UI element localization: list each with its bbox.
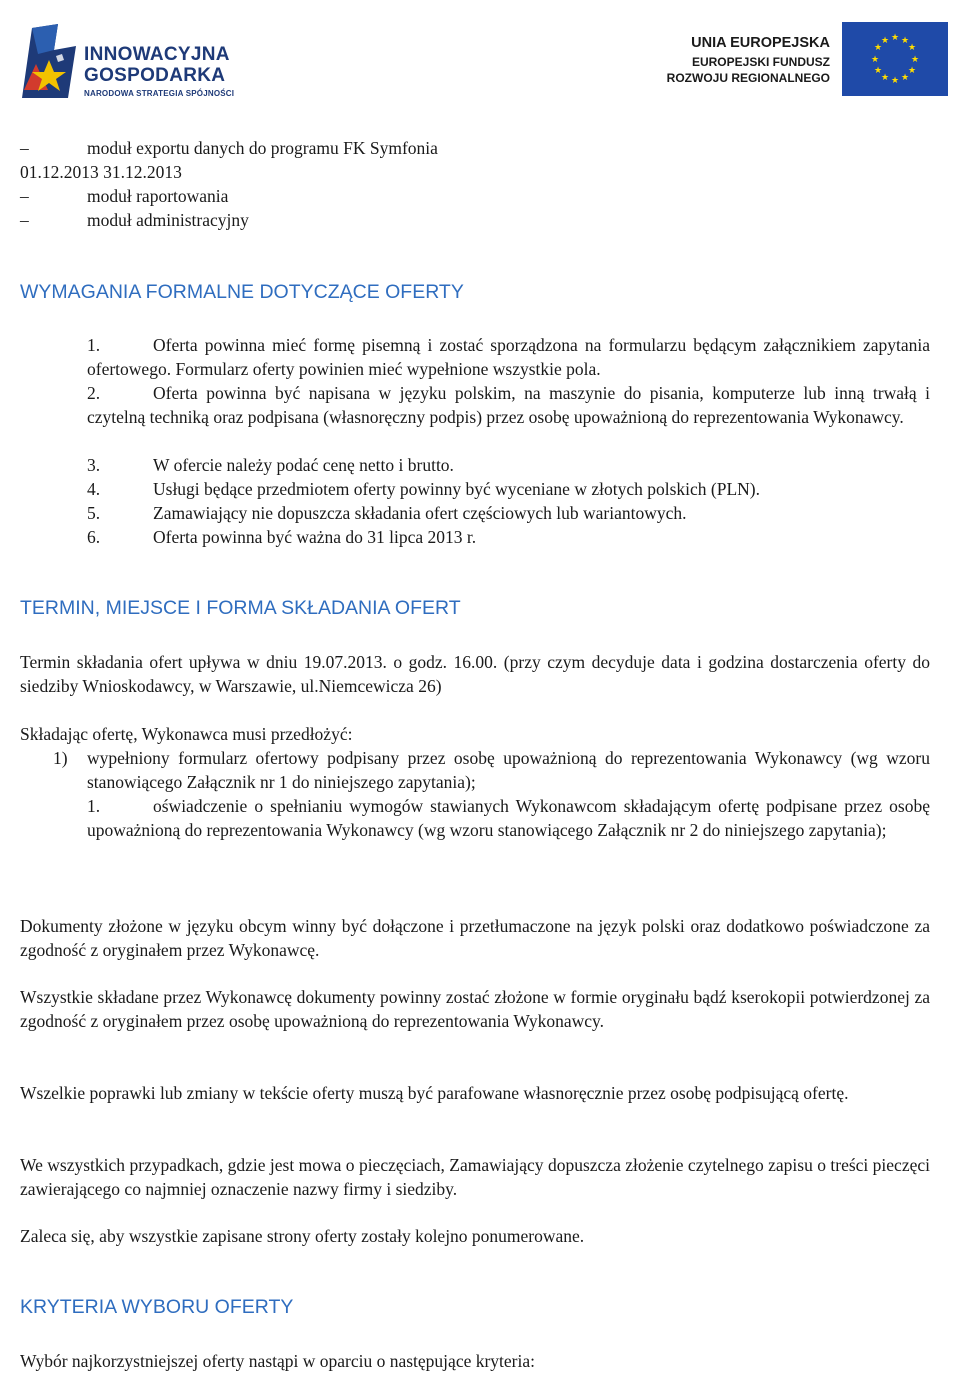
left-logo-line1: INNOWACYJNA	[84, 44, 230, 65]
left-logo-line3: NARODOWA STRATEGIA SPÓJNOŚCI	[84, 89, 235, 98]
criteria-intro: Wybór najkorzystniejszej oferty nastąpi w oparciu o następujące kryteria:	[20, 1351, 536, 1371]
eu-flag-icon	[842, 22, 948, 96]
requirement-item: W ofercie należy podać cenę netto i brutto.	[153, 455, 454, 475]
requirement-item: Oferta powinna być napisana w języku polskim, na maszynie do pisania, komputerze lub inną trwałą i czytelną techniką oraz podpisana (własnoręczny podpis) przez osobę upoważnioną do reprezentowania Wykonawcy.	[87, 383, 930, 427]
item-number: 6.	[87, 527, 101, 547]
right-logo-line3: ROZWOJU REGIONALNEGO	[666, 71, 830, 85]
item-number: 4.	[87, 479, 101, 499]
svg-text:★: ★	[900, 73, 910, 83]
left-logo-line2: GOSPODARKA	[84, 65, 226, 86]
right-logo-line2: EUROPEJSKI FUNDUSZ	[691, 55, 830, 69]
item-number: 3.	[87, 455, 101, 475]
submit-intro: Składając ofertę, Wykonawca musi przedłożyć:	[20, 724, 353, 744]
svg-text:★: ★	[880, 73, 890, 83]
list-dash: –	[20, 186, 29, 206]
svg-text:★: ★	[900, 36, 910, 46]
svg-text:★: ★	[907, 43, 917, 53]
item-number: 2.	[87, 383, 101, 403]
item-number: 1.	[87, 796, 101, 816]
svg-text:★: ★	[910, 55, 920, 65]
section-heading-deadline: TERMIN, MIEJSCE I FORMA SKŁADANIA OFERT	[20, 597, 461, 619]
svg-text:★: ★	[870, 55, 880, 65]
paragraph: Wszystkie składane przez Wykonawcę dokumenty powinny zostać złożone w formie oryginału bądź kserokopii potwierdzonej za zgodność z oryginałem przez osobę upoważnioną do reprezentowania Wykonawcy.	[20, 987, 930, 1031]
requirement-item: Oferta powinna mieć formę pisemną i zostać sporządzona na formularzu będącym załącznikiem zapytania ofertowego. Formularz oferty powinien mieć wypełnione wszystkie pola.	[87, 335, 930, 379]
innowacyjna-gospodarka-logo	[18, 20, 258, 102]
svg-text:★: ★	[873, 66, 883, 76]
section-heading-selection-criteria: KRYTERIA WYBORU OFERTY	[20, 1296, 294, 1318]
requirement-item: Usługi będące przedmiotem oferty powinny być wyceniane w złotych polskich (PLN).	[153, 479, 760, 499]
requirement-item: Zamawiający nie dopuszcza składania ofert częściowych lub wariantowych.	[153, 503, 687, 523]
svg-text:★: ★	[880, 36, 890, 46]
list-item: 01.12.2013 31.12.2013	[20, 162, 182, 182]
list-dash: –	[20, 138, 29, 158]
list-item: moduł raportowania	[87, 186, 229, 206]
paragraph: Zaleca się, aby wszystkie zapisane strony oferty zostały kolejno ponumerowane.	[20, 1226, 585, 1246]
list-dash: –	[20, 210, 29, 230]
svg-text:★: ★	[873, 43, 883, 53]
eu-fund-logo	[652, 22, 948, 98]
svg-text:★: ★	[890, 33, 900, 43]
paragraph: Wszelkie poprawki lub zmiany w tekście oferty muszą być parafowane własnoręcznie przez osobę podpisującą ofertę.	[20, 1083, 849, 1103]
right-logo-line1: UNIA EUROPEJSKA	[691, 35, 830, 51]
item-number: 1.	[87, 335, 101, 355]
list-item: moduł exportu danych do programu FK Symfonia	[87, 138, 438, 158]
list-item: moduł administracyjny	[87, 210, 249, 230]
requirement-item: Oferta powinna być ważna do 31 lipca 2013 r.	[153, 527, 477, 547]
flag-star-icon	[18, 20, 82, 102]
submit-item: wypełniony formularz ofertowy podpisany przez osobę upoważnioną do reprezentowania Wykonawcy (wg wzoru stanowiącego Załącznik nr 1 do niniejszego zapytania);	[87, 748, 930, 792]
submit-item: oświadczenie o spełnianiu wymogów stawianych Wykonawcom składającym ofertę podpisane przez osobę upoważnioną do reprezentowania Wykonawcy (wg wzoru stanowiącego Załącznik nr 2 do niniejszego zapytania);	[87, 796, 930, 840]
paragraph: Dokumenty złożone w języku obcym winny być dołączone i przetłumaczone na język polski oraz dodatkowo poświadczone za zgodność z oryginałem przez Wykonawcę.	[20, 916, 930, 960]
svg-text:★: ★	[907, 66, 917, 76]
item-number: 1)	[53, 748, 68, 768]
item-number: 5.	[87, 503, 101, 523]
paragraph: We wszystkich przypadkach, gdzie jest mowa o pieczęciach, Zamawiający dopuszcza złożenie czytelnego zapisu o treści pieczęci zawierającego co najmniej oznaczenie nazwy firmy i siedziby.	[20, 1155, 930, 1199]
deadline-paragraph: Termin składania ofert upływa w dniu 19.07.2013. o godz. 16.00. (przy czym decyduje data i godzina dostarczenia oferty do siedziby Wnioskodawcy, w Warszawie, ul.Niemcewicza 26)	[20, 652, 930, 696]
svg-text:★: ★	[890, 76, 900, 86]
section-heading-formal-requirements: WYMAGANIA FORMALNE DOTYCZĄCE OFERTY	[20, 281, 464, 303]
